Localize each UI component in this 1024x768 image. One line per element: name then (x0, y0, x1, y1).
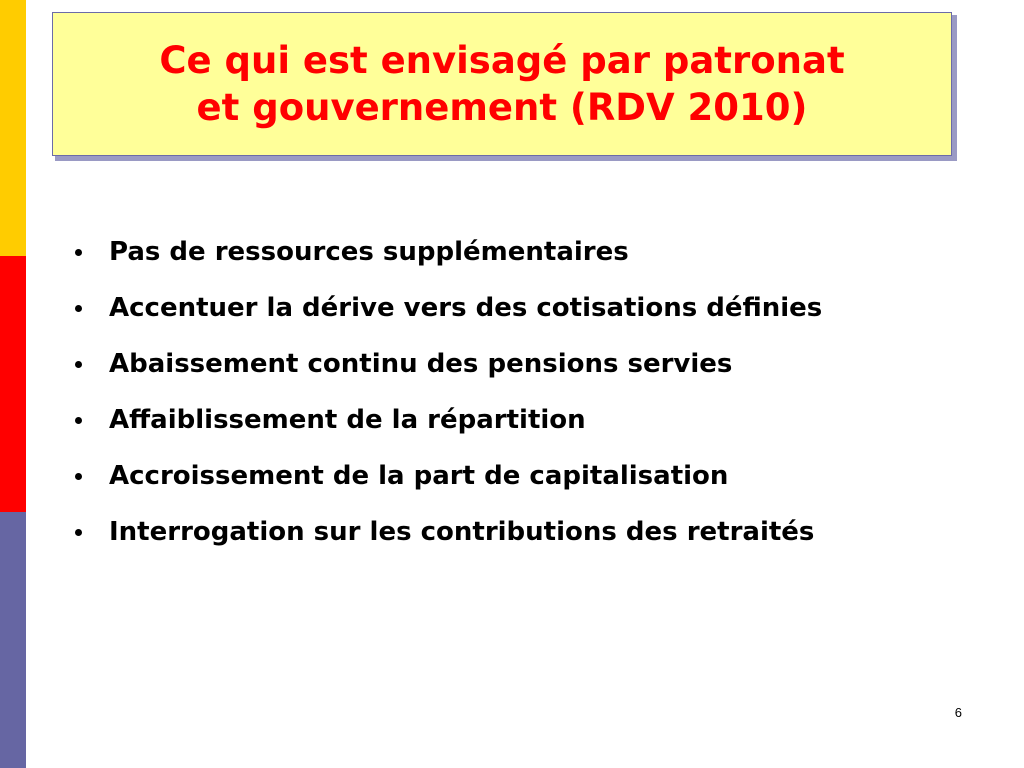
bullet-text: Affaiblissement de la répartition (109, 405, 586, 435)
bullet-icon (75, 417, 82, 424)
bullet-text: Pas de ressources supplémentaires (109, 237, 629, 267)
title-line-1: Ce qui est envisagé par patronat (159, 39, 845, 82)
sidebar-yellow-segment (0, 0, 26, 256)
bullet-item (72, 341, 972, 387)
bullet-text: Interrogation sur les contributions des retraités (109, 517, 815, 547)
bullet-item (72, 509, 972, 555)
title-box (52, 12, 952, 156)
sidebar-purple-segment (0, 512, 26, 768)
bullet-text: Accroissement de la part de capitalisation (109, 461, 729, 491)
page-number: 6 (954, 705, 962, 720)
bullet-icon (75, 305, 82, 312)
bullet-item (72, 397, 972, 443)
bullet-item (72, 229, 972, 275)
sidebar-decoration (0, 0, 26, 768)
bullet-icon (75, 249, 82, 256)
slide-title (62, 37, 942, 131)
bullet-text: Accentuer la dérive vers des cotisations définies (109, 293, 823, 323)
title-line-2: et gouvernement (RDV 2010) (196, 86, 808, 129)
bullet-icon (75, 529, 82, 536)
bullet-icon (75, 473, 82, 480)
bullet-icon (75, 361, 82, 368)
sidebar-red-segment (0, 256, 26, 512)
bullet-list (72, 229, 972, 565)
bullet-item (72, 285, 972, 331)
bullet-item (72, 453, 972, 499)
bullet-text: Abaissement continu des pensions servies (109, 349, 733, 379)
